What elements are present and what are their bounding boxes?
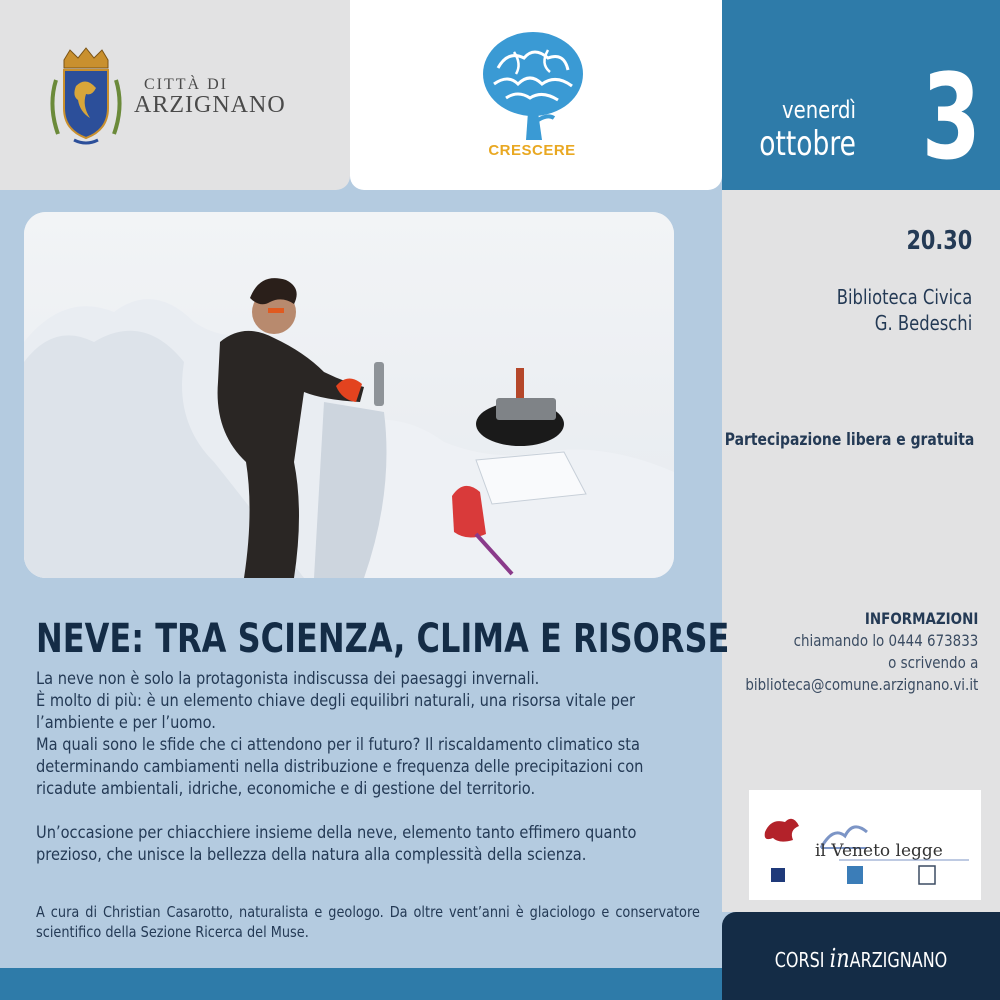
admission-note: Partecipazione libera e gratuita <box>724 430 974 450</box>
date-weekday: venerdì <box>781 96 856 124</box>
corsi-in: in <box>829 944 850 974</box>
description-p3: Ma quali sono le sfide che ci attendono per il futuro? Il riscaldamento climatico sta determinando cambiamenti nella distribuzione e frequenza delle precipitazioni con ricadute ambientali, idriche, economiche e di gestione del territorio. <box>36 735 644 799</box>
date-month: ottobre <box>759 124 856 164</box>
info-email: biblioteca@comune.arzignano.vi.it <box>745 675 978 694</box>
usr-icon <box>847 866 863 884</box>
date-number: 3 <box>921 48 981 186</box>
snow-scene-image <box>24 212 674 578</box>
bottom-stripe <box>0 968 722 1000</box>
veneto-legge-logo <box>749 790 981 900</box>
info-title: INFORMAZIONI <box>864 609 978 628</box>
corsi-arzignano-label <box>750 944 972 974</box>
credit-text: A cura di Christian Casarotto, naturalista e geologo. Da oltre vent’anni è glaciologo e conservatore scientifico della Sezione Ricerca del Muse. <box>36 903 700 941</box>
description-p4: Un’occasione per chiacchiere insieme della neve, elemento tanto effimero quanto prezioso, che unisce la bellezza della natura alla complessità della scienza. <box>36 823 637 865</box>
event-time: 20.30 <box>906 226 972 256</box>
crescere-label: CRESCERE <box>488 142 576 159</box>
event-photo <box>24 212 674 578</box>
info-or-write: o scrivendo a <box>887 653 978 672</box>
regione-icon <box>771 868 785 882</box>
city-crest-icon <box>46 46 126 150</box>
event-description <box>36 668 696 866</box>
info-block <box>745 608 978 696</box>
aib-icon <box>919 866 935 884</box>
veneto-legge-graphic <box>749 790 981 900</box>
description-p2: È molto di più: è un elemento chiave degli equilibri naturali, una risorsa vitale per l’ambiente e per l’uomo. <box>36 691 636 733</box>
corsi-post: ARZIGNANO <box>849 948 948 972</box>
event-venue <box>836 284 972 336</box>
city-label-small: CITTÀ DI <box>144 76 228 93</box>
event-credit <box>36 902 700 942</box>
city-name: ARZIGNANO <box>134 92 286 118</box>
veneto-legge-text: il Veneto legge <box>815 841 943 861</box>
crescere-tree-icon <box>478 28 588 148</box>
description-p1: La neve non è solo la protagonista indiscussa dei paesaggi invernali. <box>36 669 540 689</box>
corsi-pre: CORSI <box>774 948 830 972</box>
lion-icon <box>765 819 799 842</box>
venue-line-1: Biblioteca Civica <box>836 285 972 309</box>
event-title: NEVE: TRA SCIENZA, CLIMA E RISORSE <box>36 616 730 662</box>
info-phone: chiamando lo 0444 673833 <box>793 631 978 650</box>
venue-line-2: G. Bedeschi <box>874 311 972 335</box>
